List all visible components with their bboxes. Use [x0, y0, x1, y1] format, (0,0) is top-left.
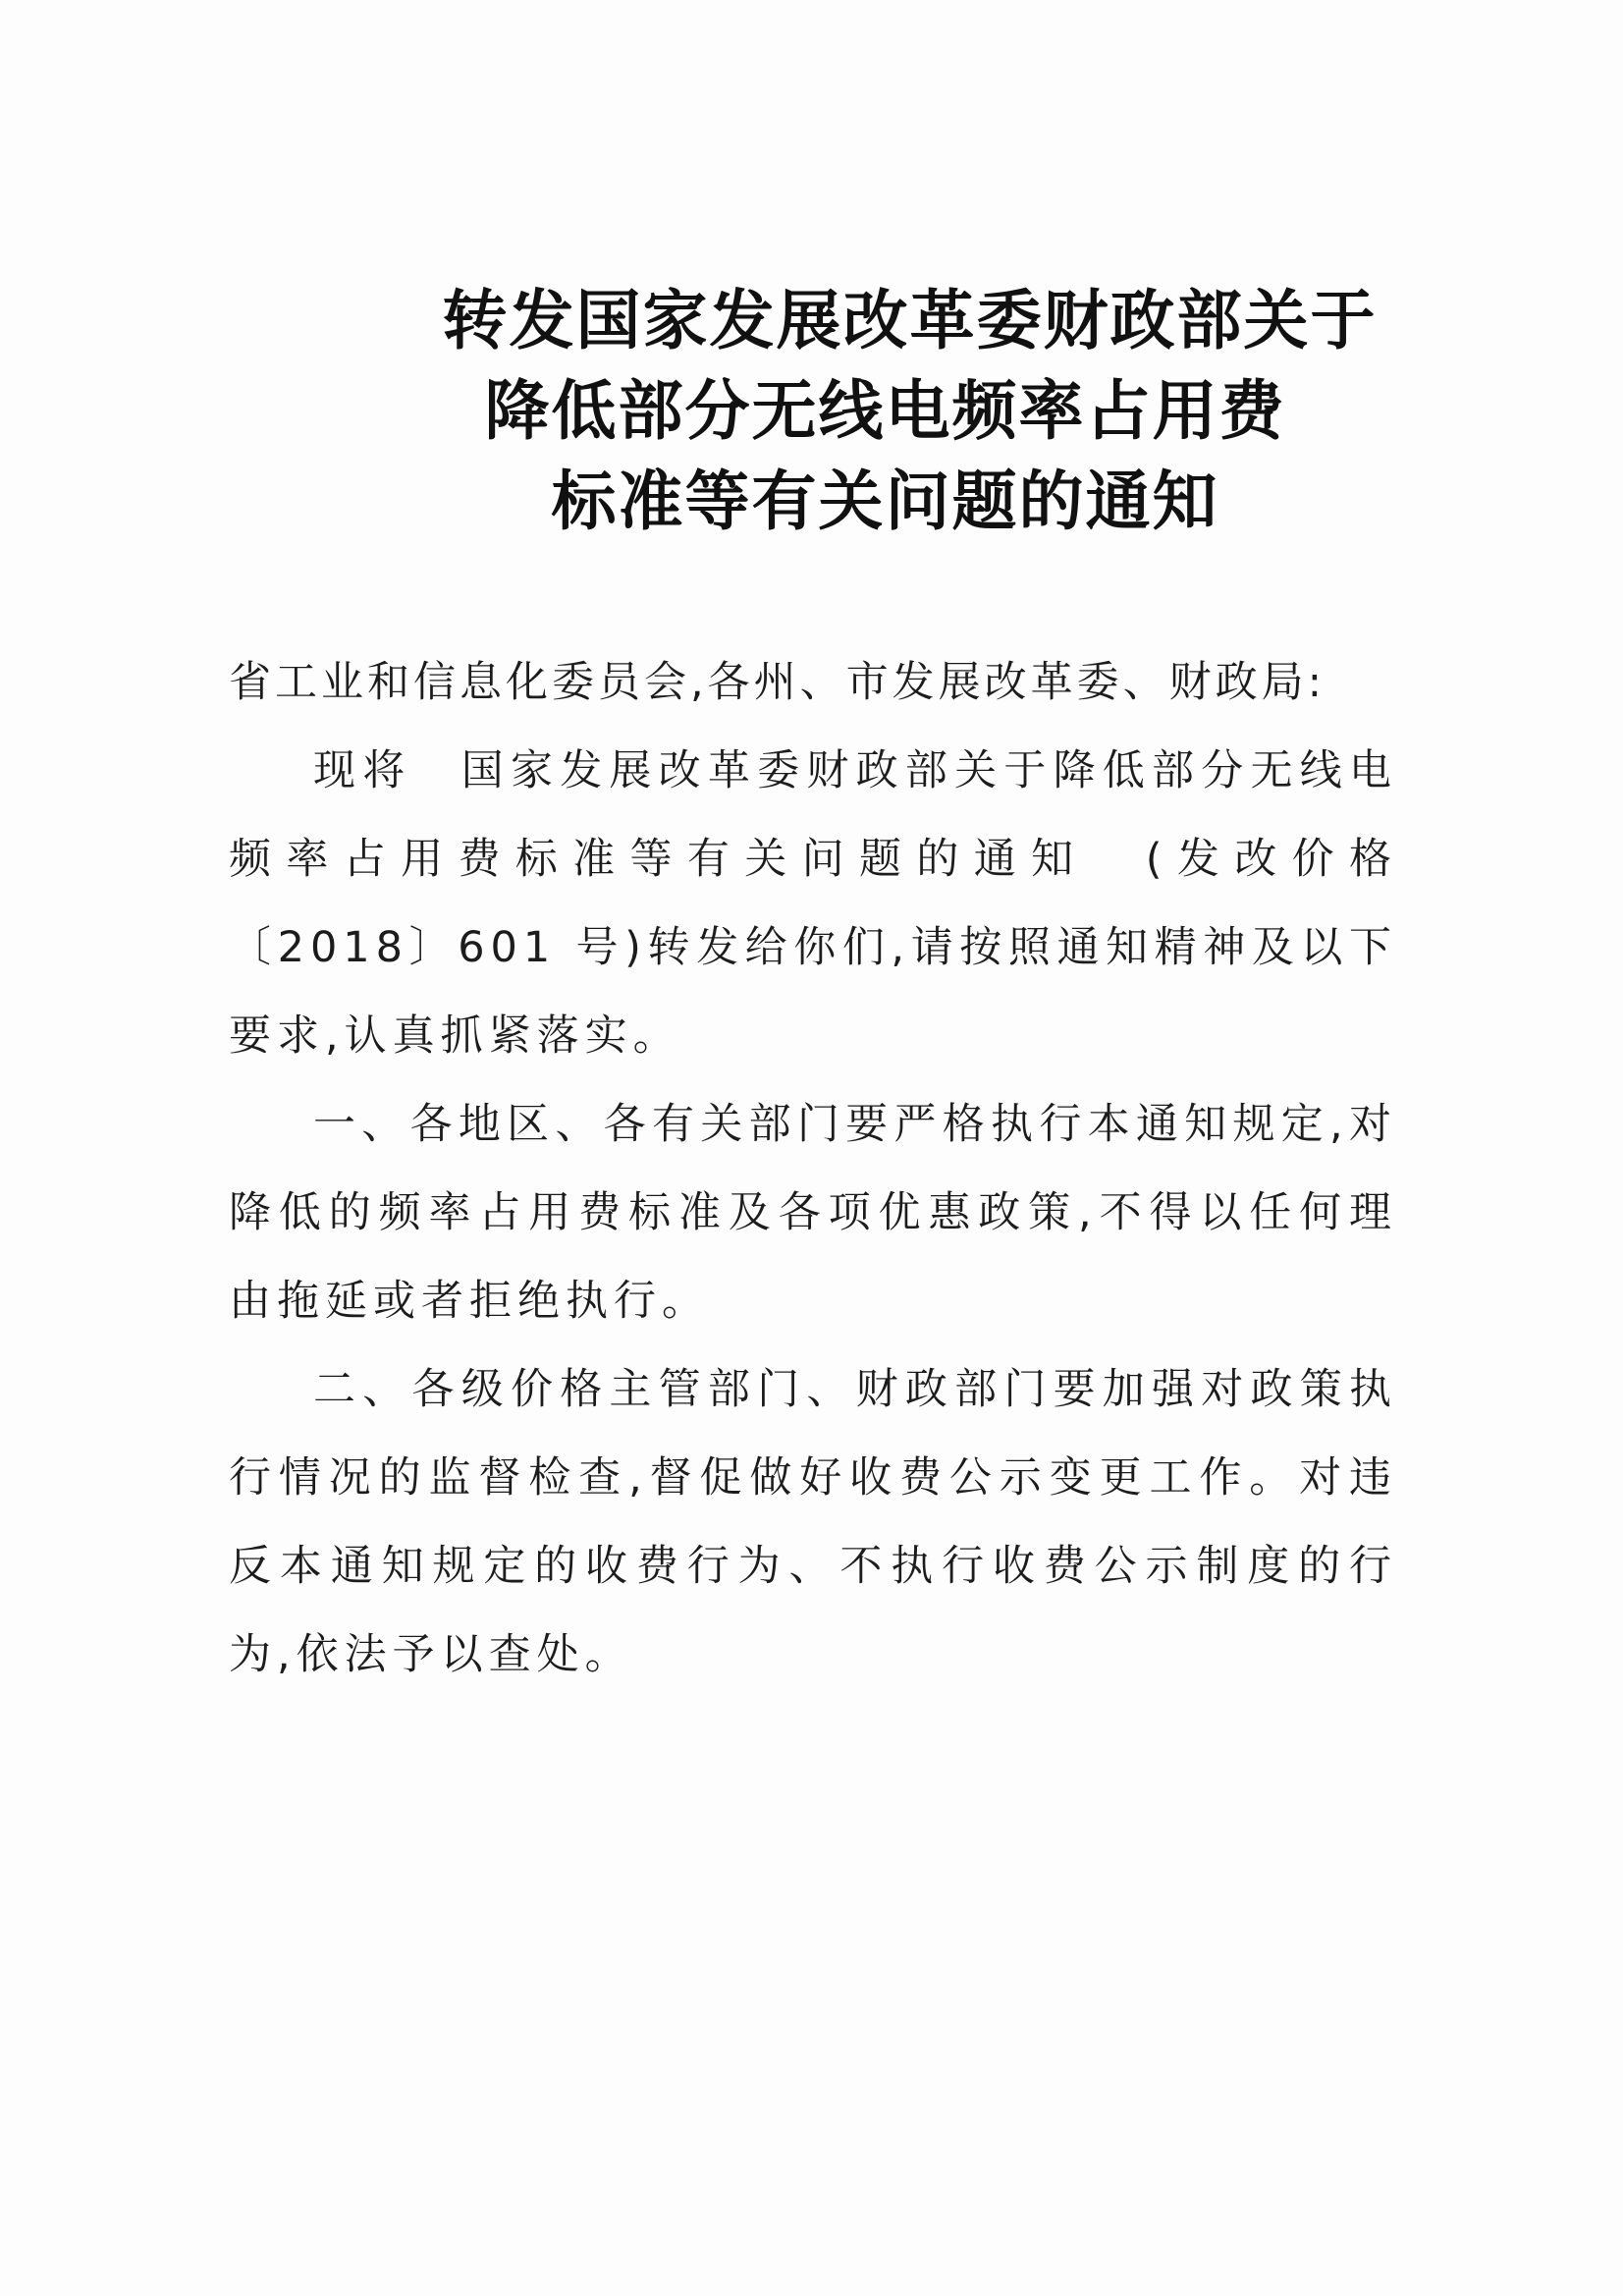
document-body [229, 638, 1397, 1699]
paragraph-item-1: 一、各地区、各有关部门要严格执行本通知规定,对降低的频率占用费标准及各项优惠政策,不得以任何理由拖延或者拒绝执行。 [229, 1100, 1397, 1326]
title-line-3: 标准等有关问题的通知 [551, 463, 1219, 539]
paragraph-item-2: 二、各级价格主管部门、财政部门要加强对政策执行情况的监督检查,督促做好收费公示变更工作。对违反本通知规定的收费行为、不执行收费公示制度的行为,依法予以查处。 [229, 1365, 1397, 1679]
addressee: 省工业和信息化委员会,各州、市发展改革委、财政局: [229, 658, 1326, 707]
paragraph-intro: 现将 国家发展改革委财政部关于降低部分无线电频率占用费标准等有关问题的通知 (发改价格〔2018〕601 号)转发给你们,请按照通知精神及以下要求,认真抓紧落实。 [229, 746, 1397, 1061]
title-line-1: 转发国家发展改革委财政部关于 [442, 282, 1378, 358]
title-line-2: 降低部分无线电频率占用费 [484, 372, 1286, 449]
document-title [0, 275, 1623, 546]
